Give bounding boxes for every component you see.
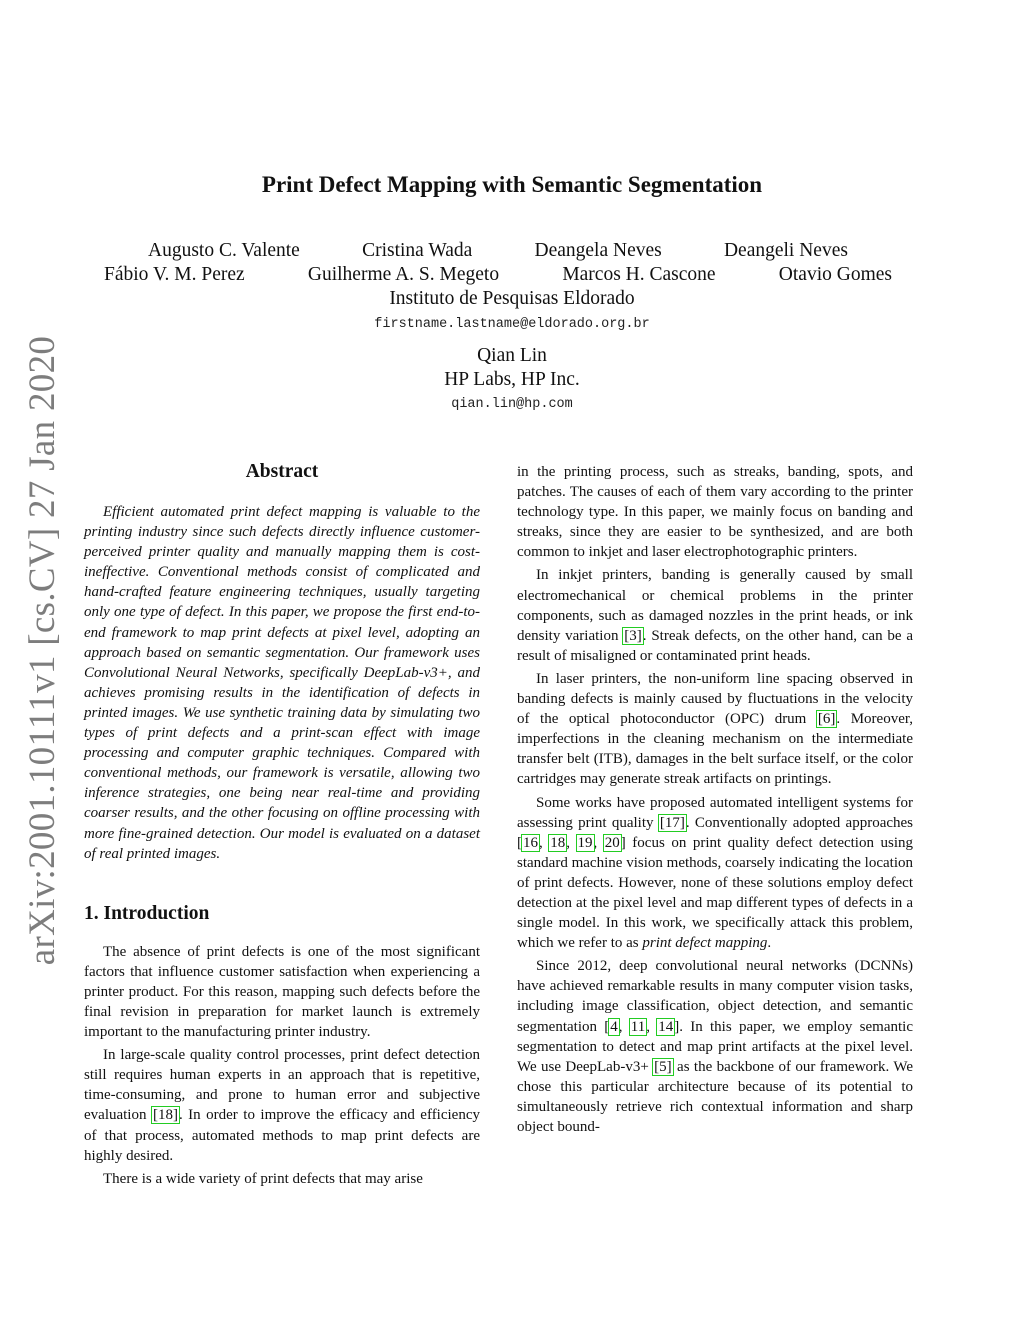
authors-row-1: [148, 240, 848, 262]
citation-link[interactable]: [17]: [659, 814, 685, 831]
email-hp: qian.lin@hp.com: [451, 397, 573, 412]
arxiv-stamp-text: arXiv:2001.10111v1 [cs.CV] 27 Jan 2020: [22, 335, 64, 965]
citation-link[interactable]: [18]: [152, 1107, 178, 1124]
citation-link[interactable]: 20: [604, 834, 620, 851]
body-paragraph: In laser printers, the non-uniform line spacing observed in banding defects is mainly caused by fluctuations in the velocity of the optical photoconductor (OPC) drum [6]. Moreover, imperfections in the cleaning mechanism on the intermediate transfer belt (ITB), damages in the belt surface itself, or the color cartridges may generate streak artifacts on printings.: [517, 670, 913, 788]
author: Guilherme A. S. Megeto: [307, 264, 500, 285]
author: Deangela Neves: [534, 240, 662, 261]
citation-link[interactable]: [6]: [817, 711, 836, 728]
paper-title: Print Defect Mapping with Semantic Segmentation: [261, 172, 763, 197]
email-eldorado: firstname.lastname@eldorado.org.br: [374, 317, 650, 332]
citation-link[interactable]: 19: [577, 834, 593, 851]
citation-link[interactable]: [5]: [654, 1058, 672, 1075]
author: Deangeli Neves: [723, 240, 848, 261]
citation-link[interactable]: [3]: [624, 627, 642, 644]
body-paragraph: In inkjet printers, banding is generally caused by small electromechanical or chemical problems in the printer components, such as damaged nozzles in the print heads, or ink density variation [3]. Streak defects, on the other hand, can be a result of misaligned or contaminated print heads.: [517, 567, 913, 664]
body-paragraph: Since 2012, deep convolutional neural networks (DCNNs) have achieved remarkable results in many computer vision tasks, including image classification, object detection, and semantic segmentation [4, 11, 14]. In this paper, we employ semantic segmentation to detect and map print artifacts at the pixel level. We use DeepLab-v3+ [5] as the backbone of our framework. We chose this particular architecture because of its potential to simultaneously retrieve rich contextual information and sharp object bound-: [517, 958, 913, 1135]
intro-paragraph: In large-scale quality control processes, print defect detection still requires human experts in an approach that is repetitive, time-consuming, and prone to human error and subjective evaluation [18]. In order to improve the efficacy and efficiency of that process, automated methods to map print defects are highly desired.: [84, 1047, 480, 1164]
intro-body: [84, 942, 480, 1189]
abstract-text: Efficient automated print defect mapping is valuable to the printing industry since such defects directly influence customer-perceived printer quality and manually mapping them is cost-ineffective. Conventional methods consist of complicated and hand-crafted feature engineering techniques, usually targeting only one type of defect. In this paper, we propose the first end-to-end framework to map print defects at pixel level, adopting an approach based on semantic segmentation. Our framework uses Convolutional Neural Networks, specifically DeepLab-v3+, and achieves promising results in the identification of defects in printed images. We use synthetic training data by simulating two types of print defects and a print-scan effect with image processing and computer graphic techniques. Compared with conventional methods, our framework is versatile, allowing two inference strategies, one being near real-time and providing coarser results, and the other focusing on offline processing with more fine-grained detection. Our model is evaluated on a dataset of real printed images.: [84, 504, 480, 862]
author: Augusto C. Valente: [148, 240, 300, 261]
citation-link[interactable]: 14: [658, 1018, 674, 1035]
citation-link[interactable]: 16: [523, 834, 538, 851]
abstract-heading: Abstract: [245, 461, 319, 482]
citation-link[interactable]: 4: [610, 1018, 618, 1035]
emphasis: print defect mapping: [642, 935, 768, 952]
author: Marcos H. Cascone: [562, 264, 716, 285]
intro-paragraph: There is a wide variety of print defects that may arise: [103, 1170, 423, 1187]
arxiv-stamp: [22, 335, 64, 965]
author: Otavio Gomes: [778, 264, 892, 285]
affiliation-hp: HP Labs, HP Inc.: [444, 369, 580, 390]
author: Fábio V. M. Perez: [104, 264, 245, 285]
left-column: [84, 460, 480, 1192]
author: Cristina Wada: [362, 240, 473, 261]
affiliation-eldorado: Instituto de Pesquisas Eldorado: [389, 288, 635, 309]
body-paragraph: in the printing process, such as streaks, banding, spots, and patches. The causes of each of them vary according to the printer technology type. In this paper, we mainly focus on banding and streaks, since they are easier to be synthesized, and are both common to inkjet and laser electrophotographic printers.: [517, 464, 913, 561]
author-qian-lin: Qian Lin: [477, 345, 547, 366]
right-column: [517, 462, 913, 1140]
citation-link[interactable]: 11: [630, 1018, 646, 1035]
intro-heading: 1. Introduction: [84, 902, 210, 924]
body-paragraph: Some works have proposed automated intelligent systems for assessing print quality [17]. Conventionally adopted approaches [16, 18, 19, 20] focus on print quality defect detection using standard machine vision methods, coarsely indicating the location of print defects. However, none of these solutions employ defect detection at the pixel level and map different types of defects in a single model. In this work, we specifically attack this problem, which we refer to as print defect mapping.: [517, 794, 914, 952]
citation-link[interactable]: 18: [550, 834, 566, 851]
intro-paragraph: The absence of print defects is one of the most significant factors that influence customer satisfaction when experiencing a printer product. For this reason, mapping such defects before the final revision in preparation for market launch is extremely important to the manufacturing printer industry.: [84, 943, 480, 1041]
authors-row-2: [104, 264, 892, 286]
